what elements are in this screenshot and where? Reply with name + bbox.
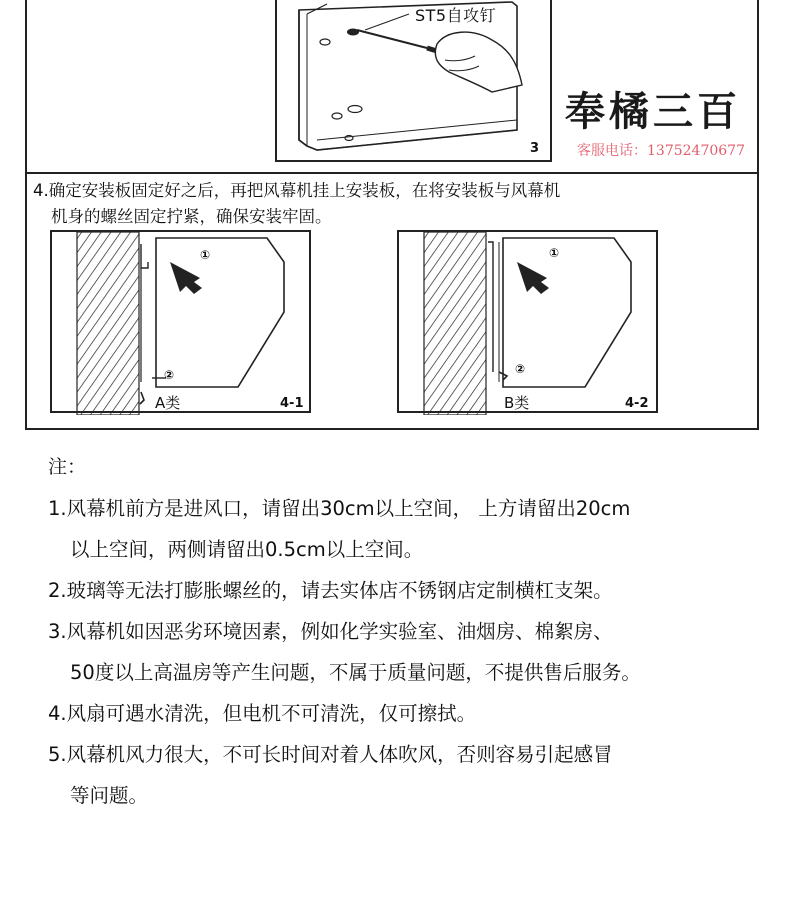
note-1-line-2: 以上空间，两侧请留出0.5cm以上空间。 <box>70 538 424 561</box>
figure-4-2-illustration <box>399 232 660 415</box>
figure-4-1-illustration <box>52 232 313 415</box>
figure-4-1-marker-2: ② <box>164 368 175 382</box>
figure-4-2 <box>397 230 658 413</box>
figure-3 <box>275 0 552 162</box>
figure-3-number: 3 <box>530 141 540 156</box>
figure-4-1 <box>50 230 311 413</box>
note-2-line-1: 2.玻璃等无法打膨胀螺丝的，请去实体店不锈钢店定制横杠支架。 <box>48 579 613 602</box>
note-5-line-1: 5.风幕机风力很大，不可长时间对着人体吹风，否则容易引起感冒 <box>48 743 613 766</box>
figure-4-1-marker-1: ① <box>200 248 211 262</box>
note-item <box>48 611 768 693</box>
note-3-line-2: 50度以上高温房等产生问题，不属于质量问题，不提供售后服务。 <box>70 661 641 684</box>
figure-4-2-number: 4-2 <box>625 396 649 411</box>
brand-watermark: 奉橘三百 <box>565 88 741 135</box>
note-item <box>48 734 768 816</box>
figure-4-1-number: 4-1 <box>280 396 304 411</box>
note-item <box>48 488 768 570</box>
figure-4-1-type-label: A类 <box>155 394 181 412</box>
panel-divider <box>25 172 759 174</box>
step-4-line-2: 机身的螺丝固定拧紧，确保安装牢固。 <box>51 207 332 226</box>
note-item <box>48 570 768 611</box>
step-4-line-1: 4.确定安装板固定好之后，再把风幕机挂上安装板，在将安装板与风幕机 <box>33 181 561 200</box>
step-4-instruction <box>33 178 753 230</box>
figure-4-2-type-label: B类 <box>504 394 530 412</box>
figure-4-2-marker-1: ① <box>549 246 560 260</box>
note-item <box>48 693 768 734</box>
figure-4-2-marker-2: ② <box>515 362 526 376</box>
notes-list <box>48 488 768 816</box>
note-5-line-2: 等问题。 <box>70 784 149 807</box>
note-4-line-1: 4.风扇可遇水清洗，但电机不可清洗，仅可擦拭。 <box>48 702 477 725</box>
hotline-watermark: 客服电话：13752470677 <box>577 143 745 159</box>
notes-title: 注： <box>48 456 87 478</box>
screw-callout-label: ST5自攻钉 <box>415 6 497 25</box>
note-3-line-1: 3.风幕机如因恶劣环境因素，例如化学实验室、油烟房、棉絮房、 <box>48 620 613 643</box>
note-1-line-1: 1.风幕机前方是进风口，请留出30cm以上空间， 上方请留出20cm <box>48 497 631 520</box>
